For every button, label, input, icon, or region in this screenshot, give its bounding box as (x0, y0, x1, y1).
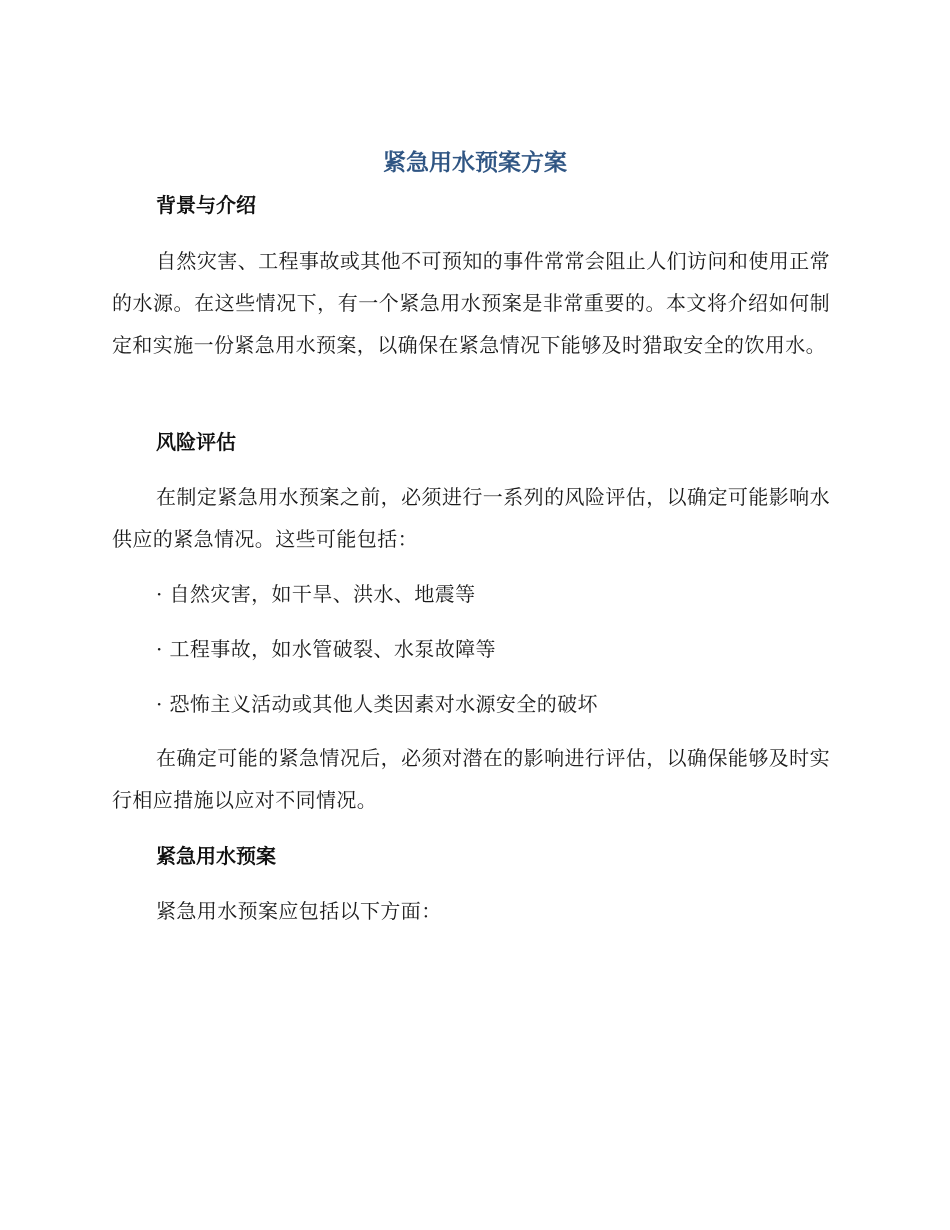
section-heading-risk: 风险评估 (156, 430, 236, 454)
risk-bullet-item: · 恐怖主义活动或其他人类因素对水源安全的破坏 (156, 692, 598, 716)
risk-bullet-item: · 工程事故，如水管破裂、水泵故障等 (156, 637, 496, 661)
document-title: 紧急用水预案方案 (383, 150, 567, 176)
background-paragraph: 自然灾害、工程事故或其他不可预知的事件常常会阻止人们访问和使用正常的水源。在这些情况下，有一个紧急用水预案是非常重要的。本文将介绍如何制定和实施一份紧急用水预案，以确保在紧急情况下能够及时猎取安全的饮用水。 (112, 249, 830, 357)
plan-paragraph: 紧急用水预案应包括以下方面： (156, 899, 442, 923)
section-heading-plan: 紧急用水预案 (156, 844, 276, 868)
risk-paragraph-intro: 在制定紧急用水预案之前，必须进行一系列的风险评估，以确定可能影响水供应的紧急情况。这些可能包括： (112, 485, 830, 551)
section-heading-background: 背景与介绍 (156, 193, 256, 217)
risk-paragraph-followup: 在确定可能的紧急情况后，必须对潜在的影响进行评估，以确保能够及时实行相应措施以应对不同情况。 (112, 746, 830, 812)
risk-bullet-item: · 自然灾害，如干旱、洪水、地震等 (156, 582, 476, 606)
